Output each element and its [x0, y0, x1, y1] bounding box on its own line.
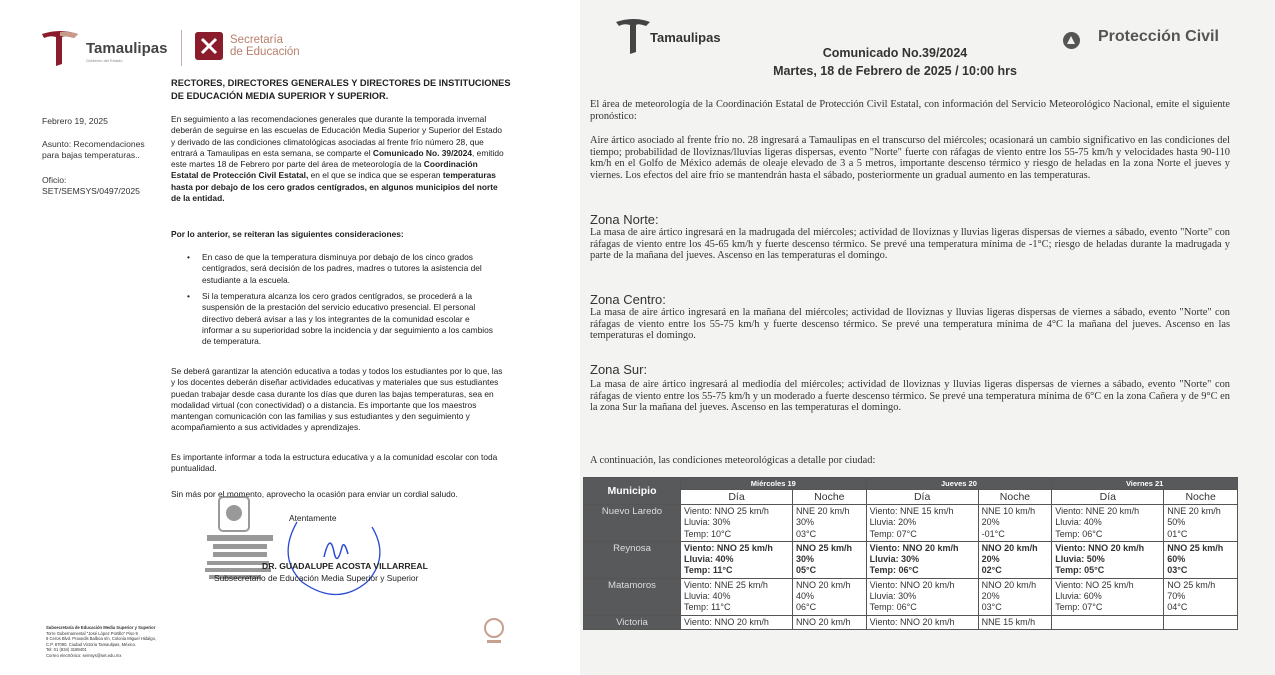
cell-line: 30%: [796, 554, 815, 565]
zona-sur-title: Zona Sur:: [590, 362, 648, 377]
p1-text-e: en el que se indica que se esperan: [308, 170, 443, 181]
cell-line: 30%: [796, 517, 815, 528]
cell-line: Lluvia: 20%: [869, 517, 917, 528]
cell-line: 20%: [981, 517, 1000, 528]
noche-cell: [978, 541, 1052, 578]
page-gap: [540, 0, 580, 675]
cell-line: Lluvia: 60%: [1055, 591, 1102, 602]
cell-line: 50%: [1167, 517, 1186, 528]
noche-cell: [1164, 578, 1238, 615]
noche-header: Noche: [1164, 490, 1238, 505]
cell-line: Temp: 06°C: [869, 565, 919, 576]
cell-line: NNE 15 km/h: [981, 616, 1036, 627]
letter-recipients: RECTORES, DIRECTORES GENERALES Y DIRECTORES DE INSTITUCIONES DE EDUCACIÓN MEDIA SUPERIOR Y SUPERIOR.: [171, 78, 511, 101]
day-header: Miércoles 19: [681, 478, 867, 490]
p1-text-c: , emitido este martes 18 de Febrero por parte del área de meteorología de la: [171, 147, 504, 170]
cell-line: Temp: 05°C: [1055, 565, 1105, 576]
noche-cell: [793, 505, 867, 542]
signer-name: DR. GUADALUPE ACOSTA VILLARREAL: [262, 561, 428, 571]
municipio-cell: Nuevo Laredo: [584, 505, 681, 542]
zona-norte-paragraph: La masa de aire ártico ingresará en la madrugada del miércoles; actividad de lloviznas y lluvias ligeras dispersas de viernes a sábado, evento "Norte" con ráfagas de viento entre los 45-65 km/h y fuerte descenso térmico. Se prevé una temperatura mínima de -1°C; riesgo de heladas durante la madrugada y parte de la mañana del jueves. Ascenso en las temperaturas el domingo.: [590, 227, 1230, 262]
cell-line: Viento: NNO 20 km/h: [869, 579, 955, 590]
table-row: [584, 615, 1238, 629]
cell-line: NNO 20 km/h: [796, 616, 851, 627]
cell-line: Viento: NNO 25 km/h: [684, 506, 769, 516]
cell-line: Lluvia: 30%: [869, 554, 920, 565]
footer-line: Subsecretaría de Educación Media Superior y Superior: [46, 625, 156, 630]
aire-artico-paragraph: Aire ártico asociado al frente frío no. 28 ingresará a Tamaulipas en el transcurso del miércoles; ocasionará un cambio significativo en las condiciones del tiempo; probabilidad de lloviznas/lluvias ligeras dispersas, evento "Norte" fuerte con ráfagas de viento entre los 55-75 km/h y velocidades hasta 90-110 km/h en el Golfo de México además de oleaje elevado de 3 a 5 metros, importante descenso térmico y riesgo de heladas en la zona Norte el jueves y viernes. Los efectos del aire frío se mantendrán hasta el sábado, posteriormente un gradual aumento en las temperaturas.: [590, 135, 1230, 182]
secretaria-logo-icon: [195, 32, 223, 60]
cell-line: NNO 25 km/h: [796, 542, 853, 553]
day-header: Jueves 20: [866, 478, 1052, 490]
cell-line: 20%: [981, 591, 1000, 602]
cell-line: Temp: 06°C: [1055, 528, 1103, 539]
proteccion-civil-label: Protección Civil: [1098, 28, 1219, 45]
cell-line: NNO 20 km/h: [981, 542, 1038, 553]
cell-line: NNE 20 km/h: [1167, 506, 1221, 516]
zona-norte-title: Zona Norte:: [590, 212, 659, 227]
dia-cell: [681, 541, 793, 578]
paragraph-inform: Es importante informar a toda la estructura educativa y a la comunidad escolar con toda puntualidad.: [171, 452, 498, 474]
cell-line: NNO 20 km/h: [981, 579, 1037, 590]
dia-cell: [1052, 578, 1164, 615]
cell-line: 02°C: [981, 565, 1002, 576]
paragraph-intro: [171, 114, 506, 204]
cell-line: 03°C: [796, 528, 817, 539]
intro-paragraph: El área de meteorología de la Coordinación Estatal de Protección Civil Estatal, con información del Servicio Meteorológico Nacional, emite el siguiente pronóstico:: [590, 99, 1230, 122]
table-header-row: [584, 478, 1238, 490]
cell-line: Temp: 11°C: [684, 602, 731, 613]
cell-line: 05°C: [796, 565, 817, 576]
footer-emblem-icon: [482, 616, 506, 652]
noche-header: Noche: [978, 490, 1052, 505]
cell-line: Temp: 07°C: [869, 528, 917, 539]
dia-cell: [681, 505, 793, 542]
cell-line: Lluvia: 40%: [684, 554, 734, 565]
cell-line: 03°C: [981, 602, 1002, 613]
cell-line: Viento: NNE 25 km/h: [684, 579, 768, 590]
cell-line: Lluvia: 50%: [1055, 554, 1105, 565]
footer-line: Torre Gubernamental "José López Portillo" Piso 9: [46, 630, 138, 636]
brand-name: Tamaulipas: [86, 40, 168, 57]
noche-cell: [978, 505, 1052, 542]
cell-line: 60%: [1167, 554, 1186, 565]
noche-header: Noche: [793, 490, 867, 505]
noche-cell: [978, 615, 1052, 629]
dia-cell: [681, 615, 793, 629]
cell-line: 03°C: [1167, 565, 1188, 576]
secretaria-line2: de Educación: [230, 46, 300, 58]
cell-line: Viento: NNO 20 km/h: [869, 542, 959, 553]
dia-cell: [1052, 615, 1164, 629]
table-row: [584, 505, 1238, 542]
tamaulipas-logo-icon: [40, 28, 80, 68]
table-row: [584, 578, 1238, 615]
table-subheader-row: [584, 490, 1238, 505]
dia-cell: [866, 615, 978, 629]
dia-cell: [866, 505, 978, 542]
p1-text-a: En seguimiento a las recomendaciones generales que durante la temporada invernal deberán de seguirse en las escuelas de Educación Media Superior y Superior del Estado y derivado de las condiciones climatológicas asociadas al frente frío número 28, que entrará a Tamaulipas en esta semana, se comparte el: [171, 114, 503, 158]
oficio-label: Oficio:: [42, 175, 67, 185]
forecast-table: [583, 477, 1238, 630]
oficio-number: SET/SEMSYS/0497/2025: [42, 186, 140, 196]
day-header: Viernes 21: [1052, 478, 1238, 490]
letter-date: Febrero 19, 2025: [42, 116, 108, 126]
p1-coordinacion: Coordinación Estatal de Protección Civil Estatal,: [171, 159, 478, 181]
zona-centro-title: Zona Centro:: [590, 292, 666, 307]
cell-line: Temp: 07°C: [1055, 602, 1103, 613]
dia-header: Día: [1052, 490, 1164, 505]
cell-line: 06°C: [796, 602, 817, 613]
table-row: [584, 541, 1238, 578]
dia-cell: [1052, 541, 1164, 578]
signer-title: Subsecretario de Educación Media Superior y Superior: [214, 573, 419, 583]
zona-centro-paragraph: La masa de aire ártico ingresará en la mañana del miércoles; actividad de lloviznas y lluvias ligeras dispersas de viernes a sábado, evento "Norte" con ráfagas de viento entre los 55-75 km/h y fuerte descenso térmico. Se prevé una temperatura mínima de 4°C la mañana del jueves. Ascenso en las temperaturas el domingo.: [590, 307, 1230, 342]
bullet-item-2: • Si la temperatura alcanza los cero grados centígrados, se procederá a la suspensión de la prestación del servicio educativo presencial. El personal directivo deberá avisar a las y los integrantes de la comunidad escolar e informar a su superioridad sobre la incidencia y dar seguimiento a los cambios de temperatura.: [202, 291, 502, 347]
cell-line: 04°C: [1167, 602, 1188, 613]
dia-cell: [1052, 505, 1164, 542]
cell-line: NNO 20 km/h: [796, 579, 851, 590]
letter-page: [0, 0, 540, 675]
cell-line: NNE 10 km/h: [981, 506, 1036, 516]
footer-line: C.P. 87090, Ciudad Victoria Tamaulipas, México.: [46, 641, 137, 647]
secretaria-label: [230, 34, 300, 58]
footer-line: Tel: 01 (834) 3189401: [46, 647, 87, 653]
signature-icon: [282, 512, 392, 602]
cell-line: Viento: NNO 20 km/h: [684, 616, 769, 627]
dia-cell: [866, 541, 978, 578]
municipio-header: Municipio: [584, 478, 681, 505]
noche-cell: [1164, 505, 1238, 542]
cell-line: Viento: NNE 15 km/h: [869, 506, 954, 516]
p1-temperaturas: temperaturas hasta por debajo de los cero grados centígrados, en algunos municipios del norte de la entidad.: [171, 170, 498, 204]
noche-cell: [793, 615, 867, 629]
noche-cell: [793, 578, 867, 615]
brand-name: Tamaulipas: [650, 30, 721, 45]
cell-line: 01°C: [1167, 528, 1188, 539]
table-intro: A continuación, las condiciones meteorológicas a detalle por ciudad:: [590, 455, 876, 466]
letter-asunto: Asunto: Recomendaciones para bajas temperaturas..: [42, 139, 145, 160]
noche-cell: [1164, 541, 1238, 578]
cell-line: Temp: 11°C: [684, 565, 733, 576]
cell-line: -01°C: [981, 528, 1005, 539]
municipio-cell: Victoria: [584, 615, 681, 629]
municipio-cell: Reynosa: [584, 541, 681, 578]
table-body: [584, 505, 1238, 630]
cell-line: Viento: NO 25 km/h: [1055, 579, 1134, 590]
cell-line: Viento: NNO 20 km/h: [869, 616, 955, 627]
noche-cell: [1164, 615, 1238, 629]
dia-cell: [866, 578, 978, 615]
triangle-icon: [1067, 36, 1075, 44]
footer-line: Correo electrónico: semsys@set.edu.mx: [46, 652, 122, 658]
bullet-item-1: • En caso de que la temperatura disminuya por debajo de los cinco grados centígrados, será decisión de los padres, madres o tutores la asistencia del estudiante a la escuela.: [202, 252, 502, 286]
cell-line: Temp: 10°C: [684, 528, 732, 539]
cell-line: Temp: 06°C: [869, 602, 917, 613]
noche-cell: [978, 578, 1052, 615]
letter-footer: [46, 625, 206, 659]
comunicado-title: Comunicado No.39/2024: [822, 46, 968, 60]
cell-line: Viento: NNO 20 km/h: [1055, 542, 1145, 553]
secretaria-line1: Secretaría: [230, 34, 284, 46]
cell-line: Lluvia: 40%: [684, 591, 731, 602]
cell-line: NNE 20 km/h: [796, 506, 850, 516]
paragraph-attention: Se deberá garantizar la atención educativa a todas y todos los estudiantes por lo que, las y los docentes deberán diseñar actividades educativas y materiales que sus estudiantes puedan trabajar desde casa durante los días que duren las bajas temperaturas, sea en modalidad virtual (con conectividad) o a distancia. Es importante que los maestros mantengan comunicación con las familias y sus estudiantes y den seguimiento y acompañamiento a sus actividades y aprendizajes.: [171, 366, 503, 433]
cell-line: Lluvia: 40%: [1055, 517, 1102, 528]
cell-line: Viento: NNE 20 km/h: [1055, 506, 1140, 516]
p1-comunicado: Comunicado No. 39/2024: [372, 147, 473, 158]
noche-cell: [793, 541, 867, 578]
comunicado-page: [580, 0, 1275, 675]
cell-line: 70%: [1167, 591, 1186, 602]
cell-line: NO 25 km/h: [1167, 579, 1216, 590]
cell-line: 40%: [796, 591, 815, 602]
footer-line: 8 Ceros Blvd. Praxedis Balboa s/n, Colonia Miguel Hidalgo,: [46, 636, 157, 642]
cell-line: NNO 25 km/h: [1167, 542, 1224, 553]
cell-line: Lluvia: 30%: [684, 517, 731, 528]
dia-header: Día: [681, 490, 793, 505]
cell-line: Lluvia: 30%: [869, 591, 917, 602]
dia-cell: [681, 578, 793, 615]
paragraph-closing: Sin más por el momento, aprovecho la ocasión para enviar un cordial saludo.: [171, 489, 458, 499]
brand-subtitle: Gobierno del Estado: [86, 58, 123, 63]
cell-line: Viento: NNO 25 km/h: [684, 542, 773, 553]
header-divider: [181, 30, 182, 66]
cell-line: 20%: [981, 554, 1000, 565]
zona-sur-paragraph: La masa de aire ártico ingresará al mediodía del miércoles; actividad de lloviznas y lluvias ligeras dispersas de viernes a sábado, evento "Norte" con ráfagas de viento entre los 55-75 km/h y un moderado a fuerte descenso térmico. Se prevé una temperatura mínima de 6°C en la zona Cañera y de 9°C en la zona Sur la mañana del jueves. Ascenso en las temperaturas el domingo.: [590, 379, 1230, 414]
paragraph-considerations: Por lo anterior, se reiteran las siguientes consideraciones:: [171, 229, 404, 239]
municipio-cell: Matamoros: [584, 578, 681, 615]
dia-header: Día: [866, 490, 978, 505]
atentamente-label: Atentamente: [289, 513, 337, 523]
comunicado-date: Martes, 18 de Febrero de 2025 / 10:00 hrs: [773, 64, 1017, 78]
